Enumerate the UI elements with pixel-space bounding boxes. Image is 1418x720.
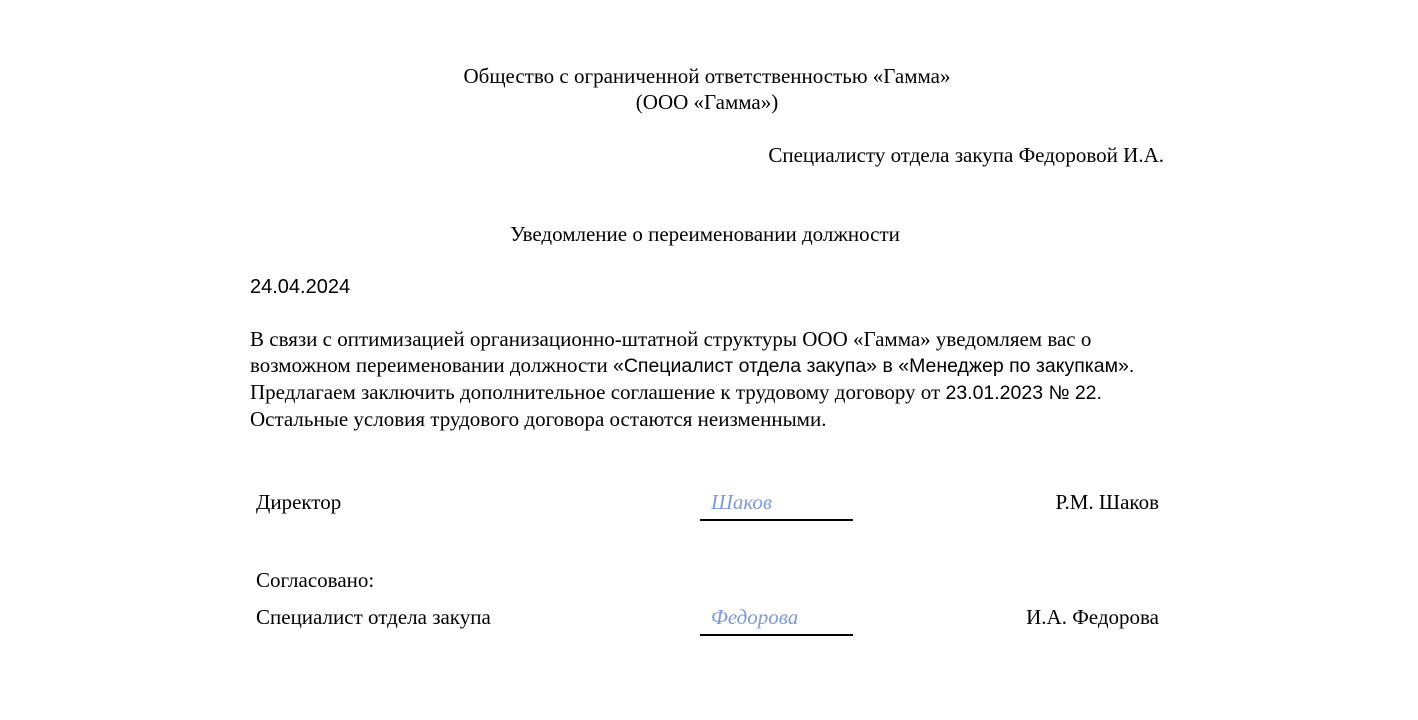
specialist-signature: Федорова — [711, 605, 799, 629]
body-line-3 — [250, 379, 1190, 406]
body-line-4: Остальные условия трудового договора остаются неизменными. — [250, 407, 827, 431]
body-line-3-contract: 23.01.2023 № 22. — [945, 382, 1102, 404]
body-line-2-text: возможном переименовании должности — [250, 353, 613, 377]
organization-short-name: (ООО «Гамма») — [635, 90, 779, 114]
body-line-1: В связи с оптимизацией организационно-штатной структуры ООО «Гамма» уведомляем вас о — [250, 327, 1092, 351]
specialist-name: И.А. Федорова — [1026, 605, 1159, 629]
director-name: Р.М. Шаков — [1055, 490, 1159, 514]
approved-label: Согласовано: — [256, 568, 375, 592]
director-signature-line — [700, 519, 853, 521]
document-title: Уведомление о переименовании должности — [510, 222, 900, 246]
organization-full-name: Общество с ограниченной ответственностью «Гамма» — [463, 64, 951, 88]
body-line-2 — [250, 352, 1190, 379]
body-line-2-positions: «Специалист отдела закупа» в «Менеджер по закупкам». — [612, 355, 1135, 377]
director-position: Директор — [256, 490, 342, 514]
body-line-3-text: Предлагаем заключить дополнительное соглашение к трудовому договору от — [250, 380, 946, 404]
specialist-signature-line — [700, 634, 853, 636]
document-date: 24.04.2024 — [250, 276, 351, 298]
addressee: Специалисту отдела закупа Федоровой И.А. — [768, 143, 1164, 167]
document-body — [250, 326, 1190, 432]
specialist-position: Специалист отдела закупа — [256, 605, 491, 629]
director-signature: Шаков — [711, 490, 773, 514]
